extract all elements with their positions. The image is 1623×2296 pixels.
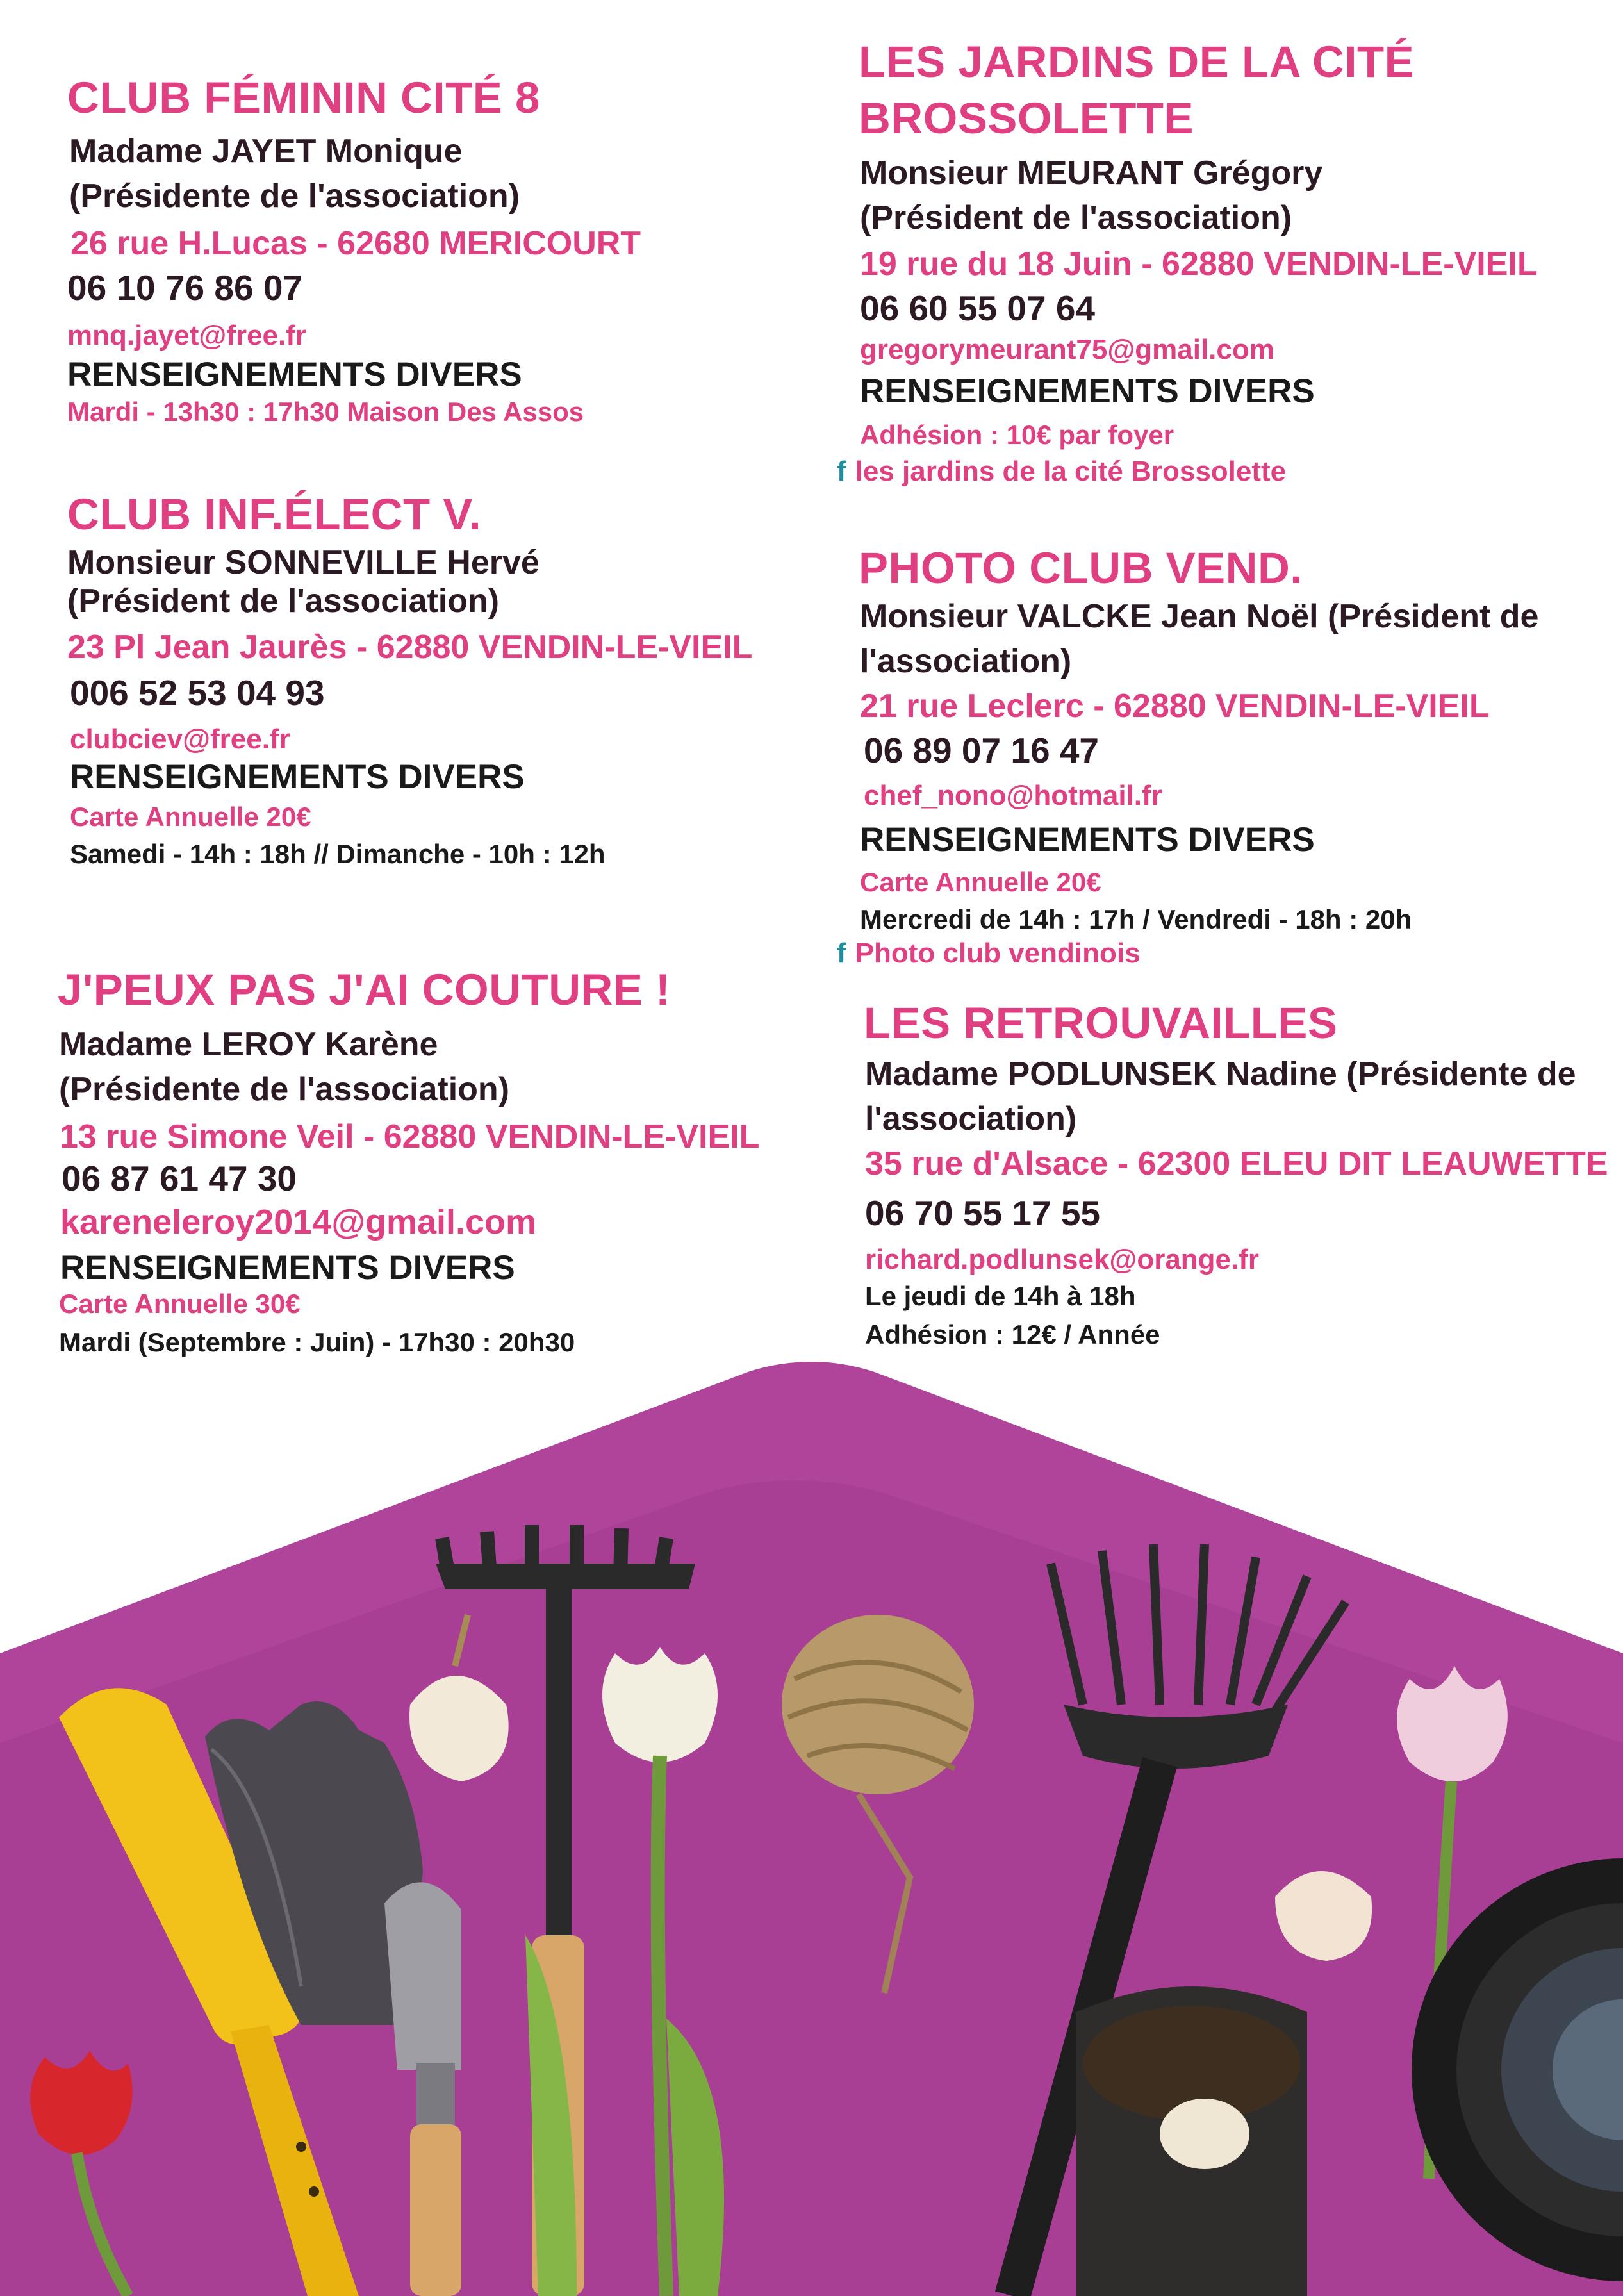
club-address: 26 rue H.Lucas - 62680 MERICOURT (70, 225, 641, 262)
club-email[interactable]: gregorymeurant75@gmail.com (860, 334, 1274, 365)
garden-tools-banner (0, 1346, 1623, 2296)
facebook-link[interactable] (837, 456, 1287, 487)
info-schedule: Mardi (Septembre : Juin) - 17h30 : 20h30 (59, 1327, 575, 1357)
club-address: 19 rue du 18 Juin - 62880 VENDIN-LE-VIEIL (860, 245, 1538, 283)
info-heading: RENSEIGNEMENTS DIVERS (860, 821, 1315, 859)
facebook-page-name: Photo club vendinois (855, 937, 1141, 969)
club-photo-card (837, 543, 1595, 982)
info-membership: Adhésion : 10€ par foyer (860, 420, 1174, 450)
club-address: 23 Pl Jean Jaurès - 62880 VENDIN-LE-VIEIL (67, 629, 753, 666)
club-contact-line-2: l'association) (865, 1100, 1077, 1137)
club-email[interactable]: mnq.jayet@free.fr (67, 320, 307, 351)
club-contact-line-2: l'association) (860, 643, 1072, 680)
info-heading: RENSEIGNEMENTS DIVERS (60, 1249, 515, 1287)
club-title-line-2: BROSSOLETTE (859, 94, 1194, 143)
club-phone[interactable]: 06 60 55 07 64 (860, 288, 1096, 328)
info-membership: Carte Annuelle 30€ (59, 1289, 301, 1319)
info-membership: Carte Annuelle 20€ (860, 867, 1101, 897)
facebook-link[interactable] (837, 937, 1141, 969)
club-phone[interactable]: 06 70 55 17 55 (865, 1193, 1101, 1233)
club-title: PHOTO CLUB VEND. (859, 543, 1303, 593)
club-couture-card (58, 965, 827, 1365)
club-phone[interactable]: 006 52 53 04 93 (70, 673, 325, 713)
club-title-line-1: LES JARDINS DE LA CITÉ (859, 37, 1415, 87)
info-heading: RENSEIGNEMENTS DIVERS (860, 372, 1315, 410)
club-address: 35 rue d'Alsace - 62300 ELEU DIT LEAUWETTE (865, 1145, 1608, 1182)
club-phone[interactable]: 06 10 76 86 07 (67, 268, 303, 308)
facebook-page-name: les jardins de la cité Brossolette (855, 456, 1287, 487)
info-schedule: Samedi - 14h : 18h // Dimanche - 10h : 12h (70, 839, 606, 869)
club-email[interactable]: clubciev@free.fr (70, 723, 290, 755)
club-phone[interactable]: 06 87 61 47 30 (62, 1159, 297, 1198)
club-role: (Présidente de l'association) (59, 1071, 510, 1108)
club-title: LES RETROUVAILLES (864, 998, 1338, 1048)
info-heading: RENSEIGNEMENTS DIVERS (67, 356, 522, 393)
club-address: 13 rue Simone Veil - 62880 VENDIN-LE-VIEIL (60, 1118, 760, 1155)
info-schedule: Mercredi de 14h : 17h / Vendredi - 18h : 20h (860, 904, 1412, 934)
club-role: (Président de l'association) (67, 582, 500, 620)
flower-pot-icon (1076, 1986, 1307, 2296)
club-contact-line-1: Madame PODLUNSEK Nadine (Présidente de (865, 1055, 1576, 1093)
facebook-icon: f (837, 456, 846, 487)
club-phone[interactable]: 06 89 07 16 47 (864, 731, 1100, 770)
info-membership: Adhésion : 12€ / Année (865, 1319, 1160, 1350)
info-schedule: Mardi - 13h30 : 17h30 Maison Des Assos (67, 397, 584, 427)
info-heading: RENSEIGNEMENTS DIVERS (70, 758, 525, 796)
club-role: (Président de l'association) (860, 199, 1292, 236)
info-schedule: Le jeudi de 14h à 18h (865, 1281, 1136, 1311)
club-title: CLUB INF.ÉLECT V. (67, 490, 482, 539)
club-contact: Monsieur SONNEVILLE Hervé (67, 544, 540, 581)
club-email[interactable]: kareneleroy2014@gmail.com (60, 1203, 537, 1241)
club-contact: Madame JAYET Monique (69, 133, 463, 170)
club-inf-elect-card (67, 492, 804, 877)
club-feminin-card (67, 73, 772, 434)
club-address: 21 rue Leclerc - 62880 VENDIN-LE-VIEIL (860, 688, 1490, 725)
club-email[interactable]: richard.podlunsek@orange.fr (865, 1244, 1260, 1275)
info-membership: Carte Annuelle 20€ (70, 802, 311, 832)
club-contact-line-1: Monsieur VALCKE Jean Noël (Président de (860, 598, 1539, 635)
club-role: (Présidente de l'association) (69, 178, 520, 215)
club-title: J'PEUX PAS J'AI COUTURE ! (58, 965, 671, 1014)
club-retrouvailles-card (864, 998, 1608, 1360)
club-jardins-card (837, 37, 1595, 501)
club-title: CLUB FÉMININ CITÉ 8 (67, 73, 540, 122)
club-email[interactable]: chef_nono@hotmail.fr (864, 780, 1162, 811)
club-contact: Monsieur MEURANT Grégory (860, 154, 1323, 192)
facebook-icon: f (837, 937, 846, 969)
club-contact: Madame LEROY Karène (59, 1026, 438, 1063)
